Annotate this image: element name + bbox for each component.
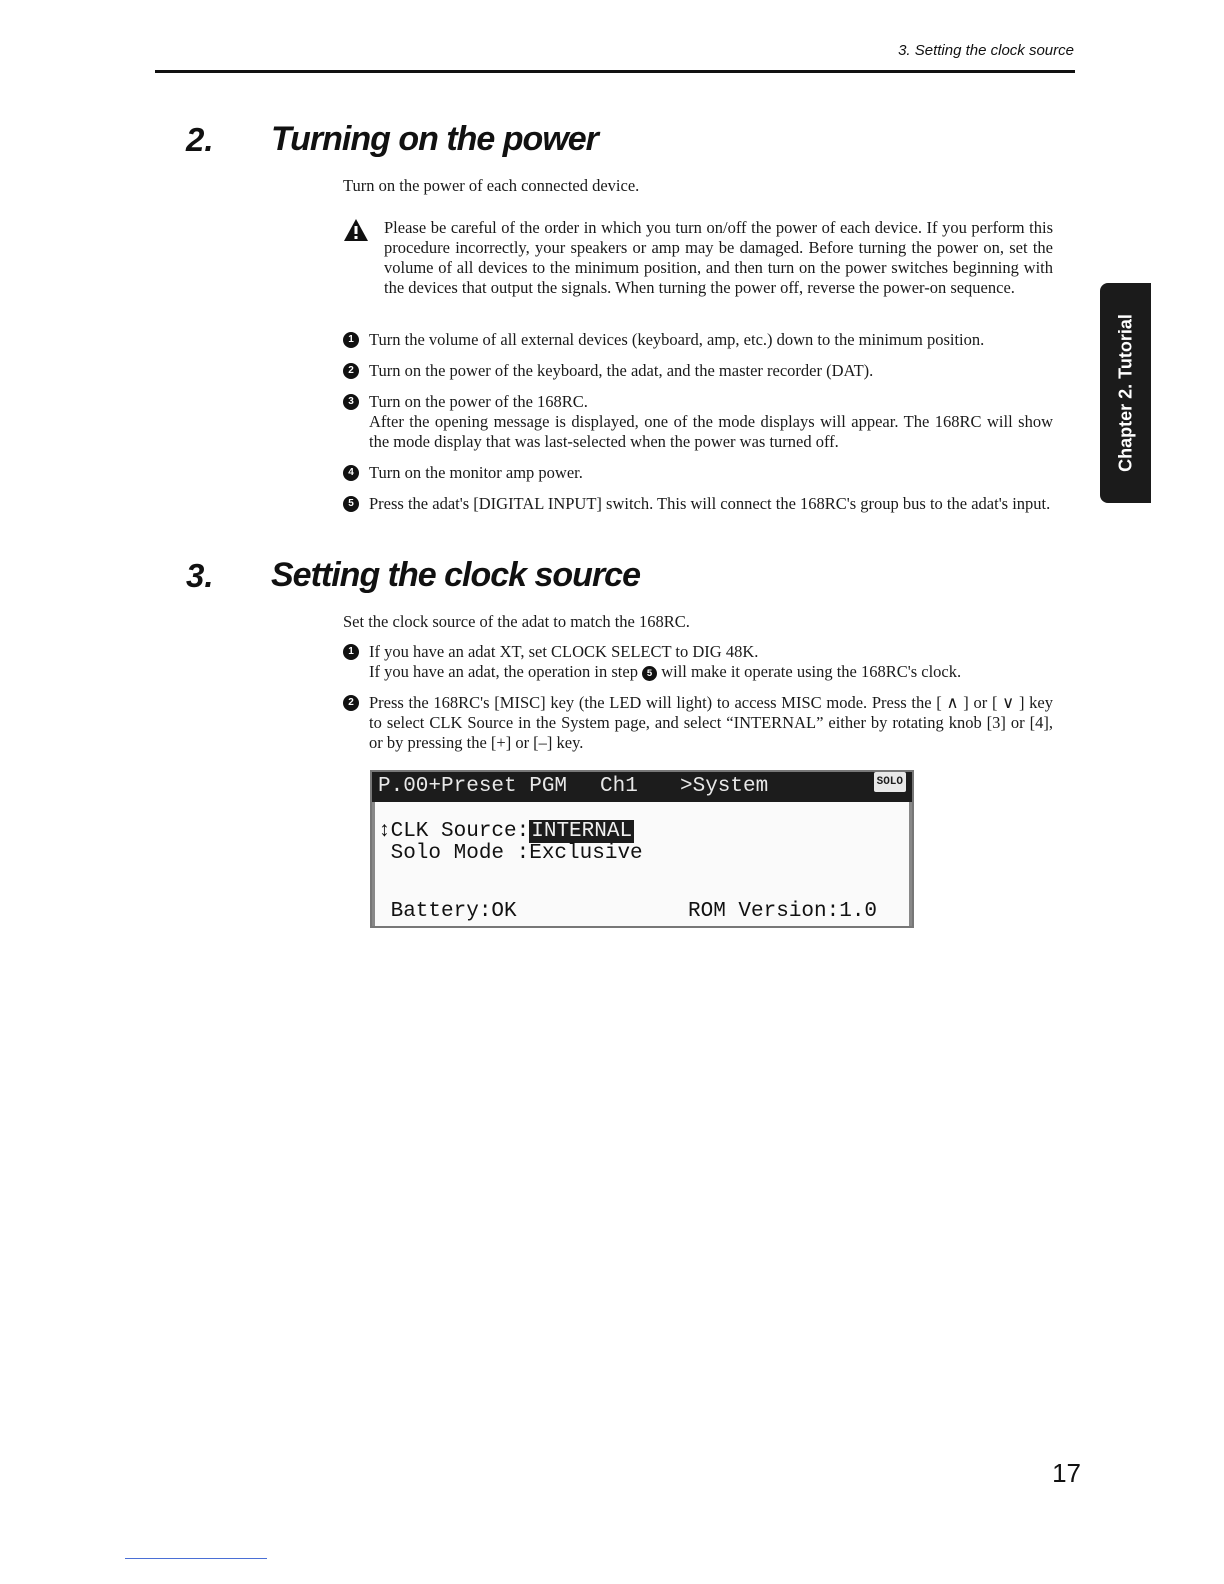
section-3-steps [343,642,1053,753]
lcd-clk-source-label: ↕CLK Source: [378,820,530,843]
step-text: Turn on the monitor amp power. [369,463,583,482]
step-text: Press the 168RC's [MISC] key (the LED will light) to access MISC mode. Press the [ ∧ ] or [ ∨ ] key to select CLK Source in the System page, and select “INTERNAL” either by rotating knob [3] or [4], or by pressing the [+] or [–] key. [369,693,1053,752]
chapter-tab [1100,283,1151,503]
list-item [343,642,1053,682]
list-item [343,361,1053,381]
step-reference-badge: 5 [642,666,657,681]
lcd-status-bar [372,772,912,802]
step-text: Press the adat's [DIGITAL INPUT] switch. This will connect the 168RC's group bus to the adat's input. [369,494,1051,513]
section-3-number: 3. [186,557,214,594]
running-head: 3. Setting the clock source [898,42,1074,59]
lcd-clk-source-value: INTERNAL [531,820,633,843]
step-detail-before: If you have an adat, the operation in step [369,662,638,681]
header-rule [155,70,1075,73]
section-2-intro: Turn on the power of each connected device. [343,176,640,195]
lcd-page: >System [680,775,769,798]
step-text: Turn the volume of all external devices (keyboard, amp, etc.) down to the minimum position. [369,330,985,349]
lcd-display-screenshot [370,770,914,928]
lcd-clk-source-row [378,820,634,844]
list-item [343,693,1053,753]
step-number-badge: 1 [343,644,359,660]
list-item [343,330,1053,350]
step-number-badge: 5 [343,496,359,512]
lcd-battery: Battery:OK [378,900,517,923]
section-2-steps [343,330,1053,514]
step-text: Turn on the power of the keyboard, the adat, and the master recorder (DAT). [369,361,874,380]
step-text: If you have an adat XT, set CLOCK SELECT to DIG 48K. [369,642,759,661]
step-text: Turn on the power of the 168RC. [369,392,588,411]
list-item [343,494,1053,514]
page-number: 17 [1052,1458,1081,1488]
step-detail-after: will make it operate using the 168RC's clock. [661,662,962,681]
step-number-badge: 2 [343,695,359,711]
step-number-badge: 3 [343,394,359,410]
lcd-solo-badge: SOLO [874,772,906,792]
lcd-rom-version: ROM Version:1.0 [688,900,878,923]
section-2-title: Turning on the power [271,120,598,158]
lcd-frame-right [909,802,912,926]
chapter-tab-label: Chapter 2. Tutorial [1115,314,1135,472]
footnote-rule [125,1558,267,1559]
section-2-number: 2. [186,121,214,158]
list-item [343,392,1053,452]
lcd-program: P.00+Preset PGM [378,775,568,798]
caution-note [343,218,1053,298]
step-detail: After the opening message is displayed, one of the mode displays will appear. The 168RC will show the mode display that was last-selected when the power was turned off. [369,412,1053,451]
section-3-title: Setting the clock source [271,556,640,594]
step-number-badge: 2 [343,363,359,379]
warning-icon [343,218,369,242]
step-number-badge: 1 [343,332,359,348]
caution-text: Please be careful of the order in which you turn on/off the power of each device. If you perform this procedure incorrectly, your speakers or amp may be damaged. Before turning the power on, set the volume of all devices to the minimum position, and then turn on the power switches beginning with the devices that output the signals. When turning the power off, reverse the power-on sequence. [384,218,1053,297]
step-number-badge: 4 [343,465,359,481]
lcd-frame-left [372,802,375,926]
section-3-intro: Set the clock source of the adat to match the 168RC. [343,612,690,631]
list-item [343,463,1053,483]
lcd-channel: Ch1 [600,775,638,798]
step-detail [369,662,1053,682]
lcd-solo-mode-row: Solo Mode :Exclusive [378,842,643,865]
